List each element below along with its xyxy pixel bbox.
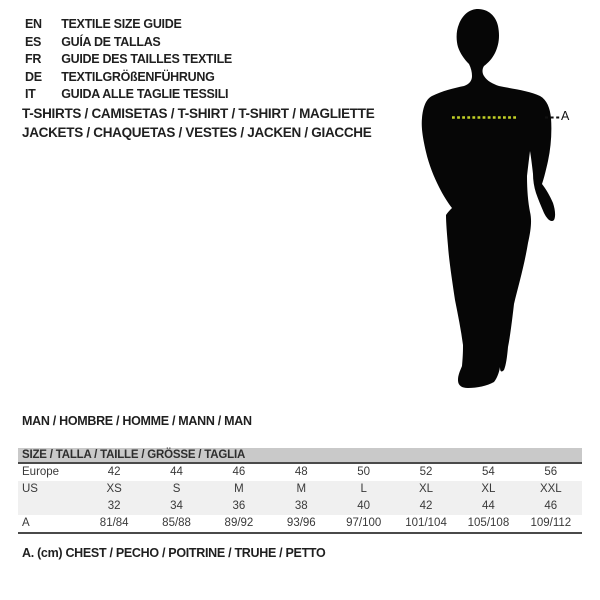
size-table: [18, 448, 582, 534]
language-code: FR: [25, 52, 42, 66]
language-title: TEXTILGRÖßENFÜHRUNG: [61, 69, 215, 84]
man-silhouette: [415, 6, 575, 390]
language-code: DE: [25, 69, 42, 84]
table-cell: 81/84: [99, 517, 129, 529]
language-row: [25, 51, 232, 69]
table-cell: 56: [544, 466, 558, 478]
table-cell: M: [234, 483, 244, 495]
language-code: IT: [25, 87, 36, 101]
language-code: EN: [25, 17, 42, 31]
table-cell: 109/112: [530, 517, 572, 529]
table-cell: 38: [294, 500, 308, 512]
row-label: [18, 498, 83, 515]
table-row-us: [18, 481, 582, 498]
row-label: US: [22, 483, 38, 495]
table-cell: XXL: [539, 483, 562, 495]
table-cell: 48: [294, 466, 308, 478]
language-title: GUÍA DE TALLAS: [61, 34, 161, 49]
table-row-europe: [18, 464, 582, 481]
table-cell: 40: [357, 500, 371, 512]
table-cell: 85/88: [162, 517, 191, 529]
row-label: A: [22, 517, 30, 529]
table-cell: 44: [482, 500, 495, 512]
table-cell: 97/100: [346, 517, 382, 529]
table-cell: 34: [170, 500, 183, 512]
table-cell: 54: [482, 466, 495, 478]
category-line-jackets: JACKETS / CHAQUETAS / VESTES / JACKEN / GIACCHE: [22, 124, 372, 140]
table-cell: XL: [481, 483, 496, 495]
table-cell: 46: [232, 466, 246, 478]
table-row-chest-a: [18, 515, 582, 534]
man-silhouette-body: [422, 9, 555, 388]
table-cell: 44: [170, 466, 183, 478]
category-line-tshirts: T-SHIRTS / CAMISETAS / T-SHIRT / T-SHIRT / MAGLIETTE: [22, 106, 375, 121]
man-silhouette-figure: [415, 6, 600, 390]
size-table-header: SIZE / TALLA / TAILLE / GRÖSSE / TAGLIA: [18, 448, 582, 464]
language-row: [25, 16, 232, 34]
language-code: ES: [25, 34, 42, 49]
language-title: GUIDE DES TAILLES TEXTILE: [61, 52, 232, 66]
language-row: [25, 69, 232, 87]
table-cell: 32: [107, 500, 121, 512]
section-title: MAN / HOMBRE / HOMME / MANN / MAN: [22, 414, 252, 428]
language-row: [25, 86, 232, 104]
category-lines: [22, 105, 374, 142]
table-cell: 52: [419, 466, 433, 478]
language-list: [25, 16, 232, 104]
table-cell: 89/92: [224, 517, 254, 529]
table-row-alt-size: [18, 498, 582, 515]
language-title: GUIDA ALLE TAGLIE TESSILI: [61, 87, 229, 101]
measure-label-a: A: [561, 109, 570, 123]
table-cell: 46: [544, 500, 558, 512]
measurement-footnote: A. (cm) CHEST / PECHO / POITRINE / TRUHE / PETTO: [22, 546, 326, 560]
row-label: Europe: [22, 466, 60, 478]
language-row: [25, 34, 232, 52]
language-title: TEXTILE SIZE GUIDE: [61, 17, 182, 31]
table-cell: 50: [357, 466, 371, 478]
table-cell: 105/108: [467, 517, 510, 529]
table-cell: 42: [419, 500, 433, 512]
table-cell: XS: [106, 483, 122, 495]
table-cell: L: [360, 483, 367, 495]
table-cell: 93/96: [286, 517, 316, 529]
table-cell: 101/104: [405, 517, 447, 529]
table-cell: M: [296, 483, 307, 495]
table-cell: 36: [232, 500, 246, 512]
table-cell: XL: [419, 483, 434, 495]
table-cell: 42: [107, 466, 121, 478]
table-cell: S: [172, 483, 181, 495]
